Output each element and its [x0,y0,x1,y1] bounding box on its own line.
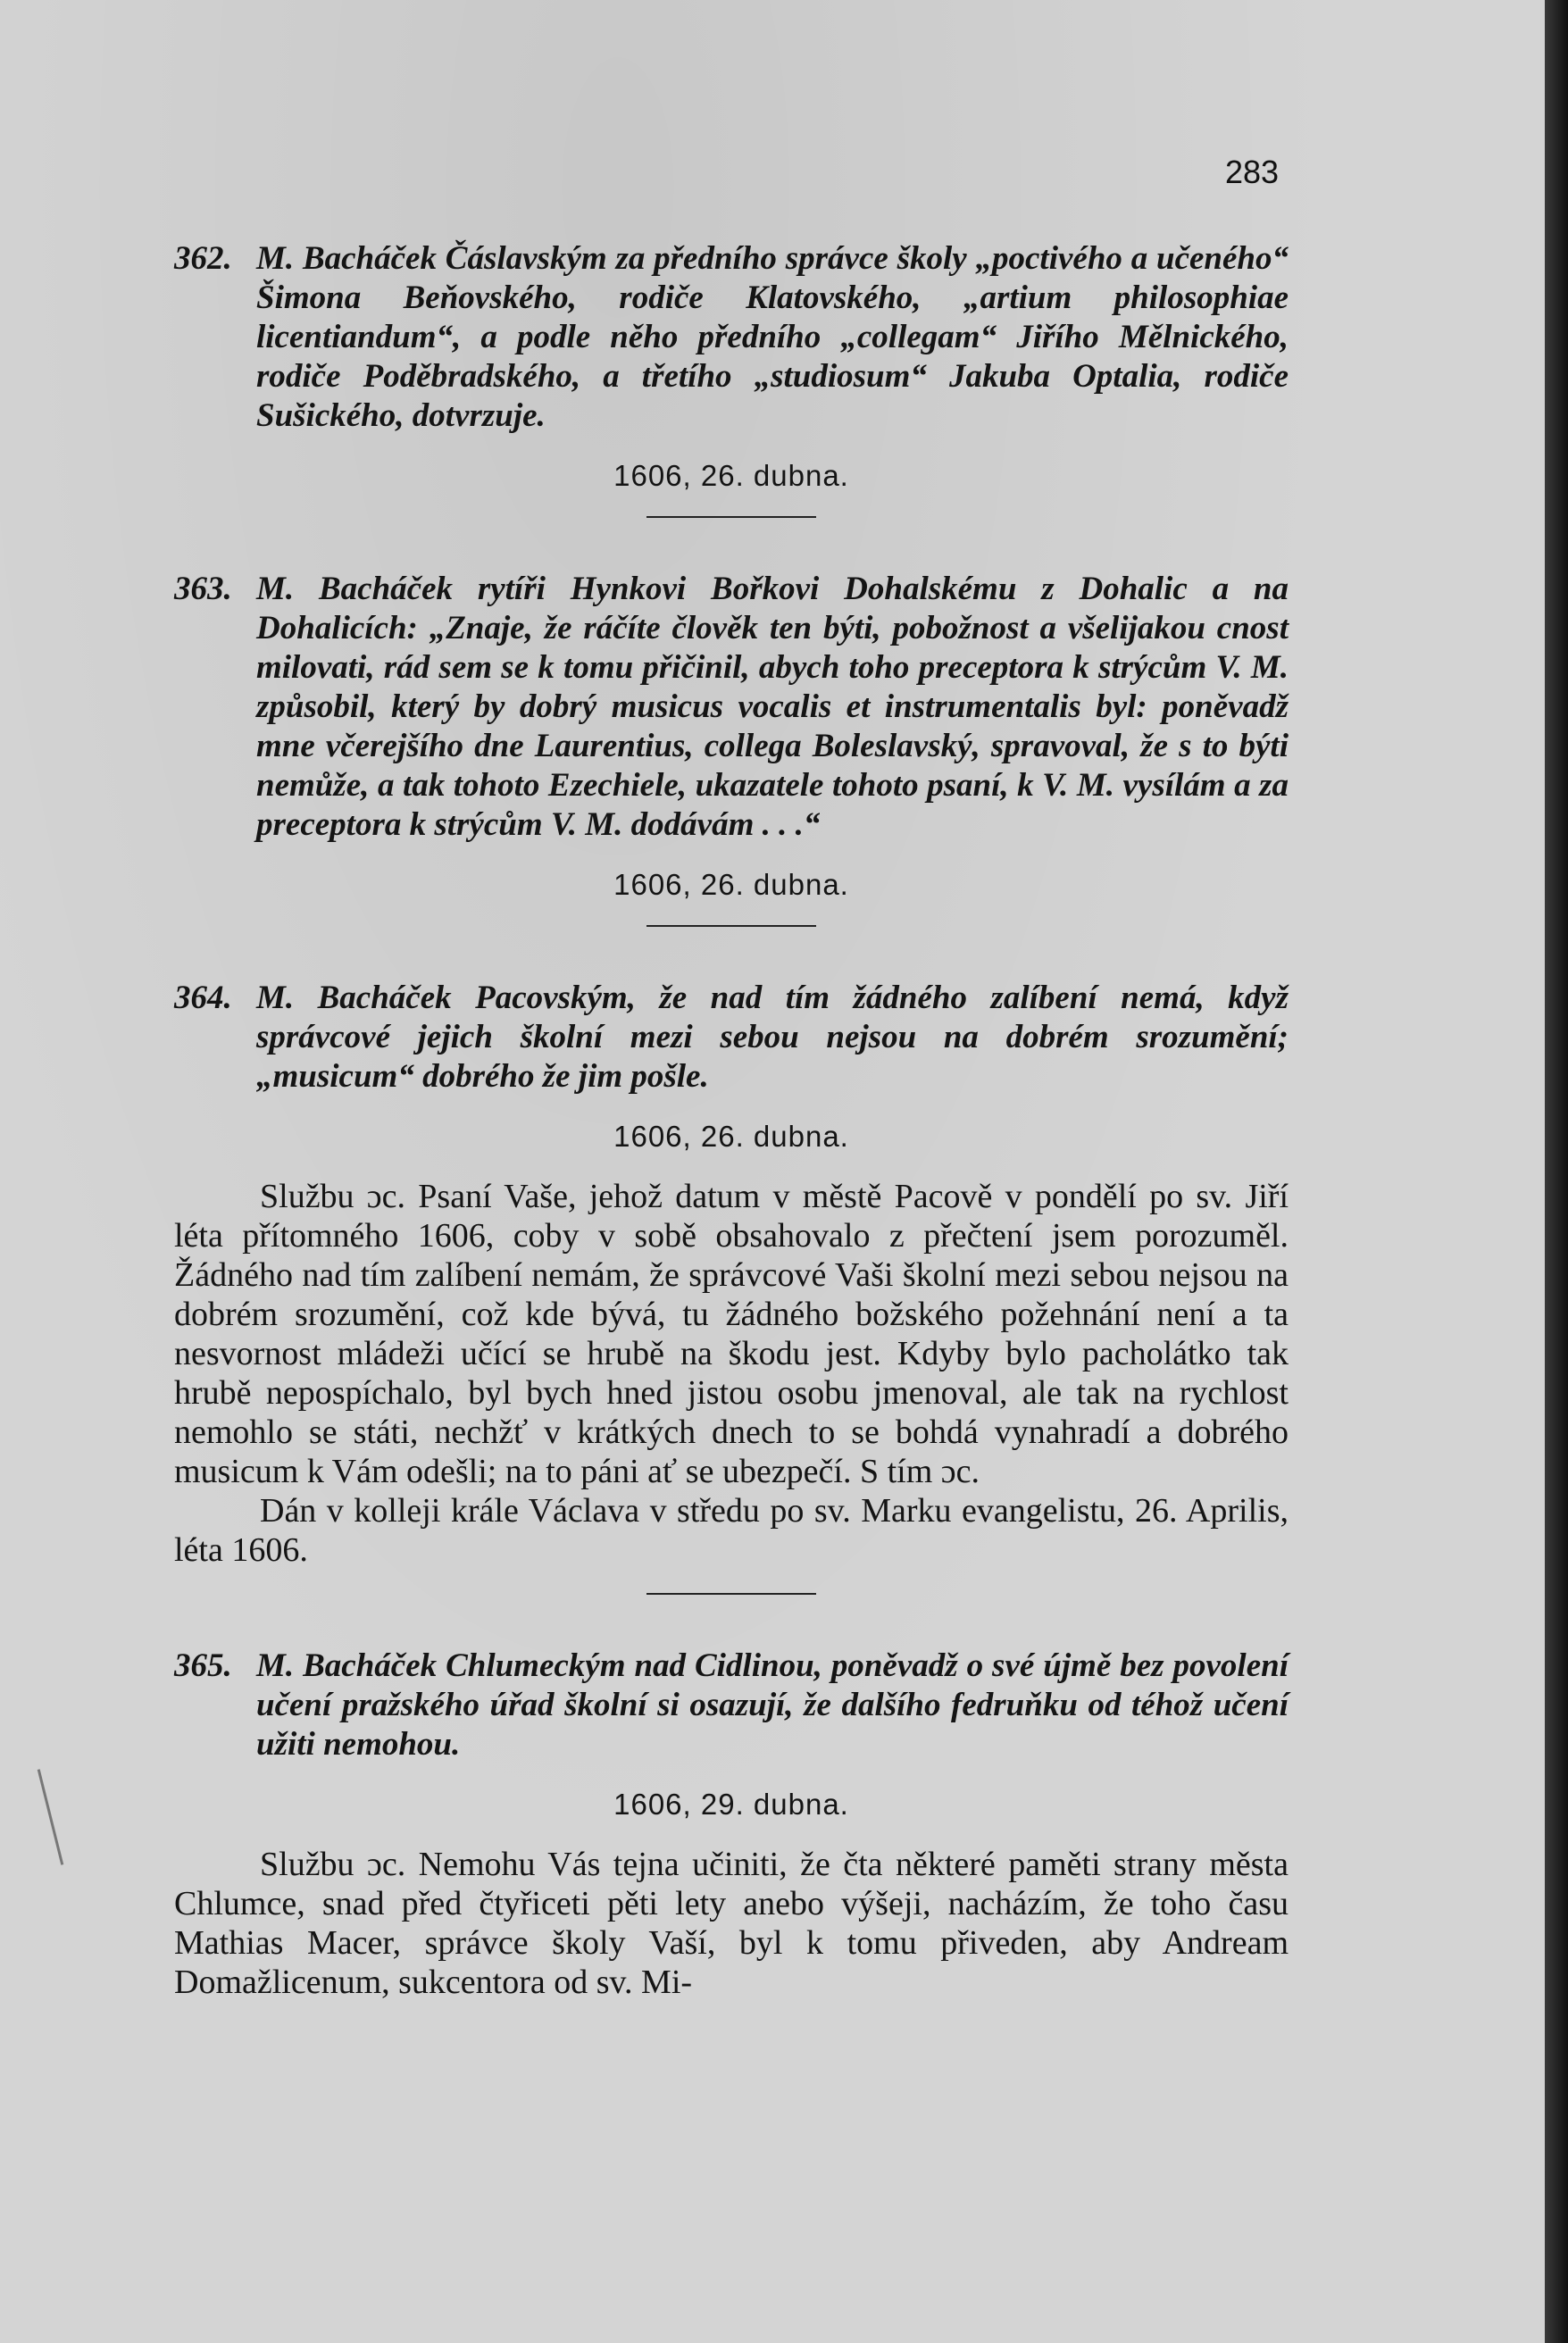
entry-363 [174,570,1289,927]
entry-date: 1606, 26. dubna. [613,459,849,492]
scan-artifact [38,1769,64,1864]
entry-summary: M. Bacháček Chlumeckým nad Cidlinou, poněvadž o své újmě bez povolení učení pražského úřad školní si osazují, že dalšího fedruňku od téhož učení užiti nemohou. [256,1647,1289,1763]
page-number: 283 [1225,154,1280,190]
letter-paragraph: Dán v kolleji krále Václava v středu po sv. Marku evangelistu, 26. Aprilis, léta 1606. [174,1492,1289,1569]
entry-date: 1606, 26. dubna. [613,1120,849,1153]
letter-text [174,1177,1289,1570]
entry-364 [174,979,1289,1595]
entry-date: 1606, 26. dubna. [613,868,849,901]
entry-number: 365. [174,1647,232,1684]
entry-date: 1606, 29. dubna. [613,1788,849,1821]
entry-365 [174,1647,1289,2002]
entry-heading [174,570,1289,845]
letter-text [174,1845,1289,2002]
letter-paragraph: Službu ɔc. Psaní Vaše, jehož datum v městě Pacově v pondělí po sv. Jiří léta přítomného 1606, coby v sobě obsahovalo z přečtení jsem porozuměl. Žádného nad tím zalíbení nemám, že správcové Vaši školní mezi sebou nejsou na dobrém srozumění, což kde bývá, tu žádného božského požehnání není a ta nesvornost mládeži učící se hrubě na škodu jest. Kdyby bylo pacholátko tak hrubě nepospíchalo, byl bych hned jistou osobu jmenoval, ale tak na rychlost nemohlo se státi, nechžť v krátkých dnech to se bohdá vynahradí a dobrého musicum k Vám odešli; na to páni ať se ubezpečí. S tím ɔc. [174,1178,1289,1490]
page-edge-shadow [1545,0,1568,2343]
entry-summary: M. Bacháček Čáslavským za předního správce školy „poctivého a učeného“ Šimona Beňovského, rodiče Klatovského, „artium philosophiae licentiandum“, a podle něho předního „collegam“ Jiřího Mělnického, rodiče Poděbradského, a třetího „studiosum“ Jakuba Optalia, rodiče Sušického, dotvrzuje. [256,240,1289,434]
entry-number: 362. [174,240,232,277]
entry-number: 364. [174,980,232,1016]
entry-summary: M. Bacháček rytíři Hynkovi Bořkovi Dohalskému z Dohalic a na Dohalicích: „Znaje, že ráčíte člověk ten býti, pobožnost a všelijakou cnost milovati, rád sem se k tomu přičinil, abych toho preceptora k strýcům V. M. způsobil, který by dobrý musicus vocalis et instrumentalis byl: poněvadž mne včerejšího dne Laurentius, collega Boleslavský, spravoval, že s to býti nemůže, a tak tohoto Ezechiele, ukazatele tohoto psaní, k V. M. vysílám a za preceptora k strýcům V. M. dodávám . . .“ [256,571,1289,843]
spacer [174,518,1289,570]
entry-heading [174,979,1289,1096]
entry-number: 363. [174,571,232,607]
entry-362 [174,239,1289,518]
spacer [174,1595,1289,1647]
entry-heading [174,239,1289,436]
letter-paragraph: Službu ɔc. Nemohu Vás tejna učiniti, že čta některé paměti strany města Chlumce, snad před čtyřiceti pěti lety anebo výšeji, nacházím, že toho času Mathias Macer, správce školy Vaší, byl k tomu přiveden, aby Andream Domažlicenum, sukcentora od sv. Mi- [174,1846,1289,2001]
spacer [174,927,1289,979]
entry-heading [174,1647,1289,1764]
entry-summary: M. Bacháček Pacovským, že nad tím žádného zalíbení nemá, když správcové jejich školní mezi sebou nejsou na dobrém srozumění; „musicum“ dobrého že jim pošle. [256,980,1289,1095]
page-content [174,239,1289,2002]
